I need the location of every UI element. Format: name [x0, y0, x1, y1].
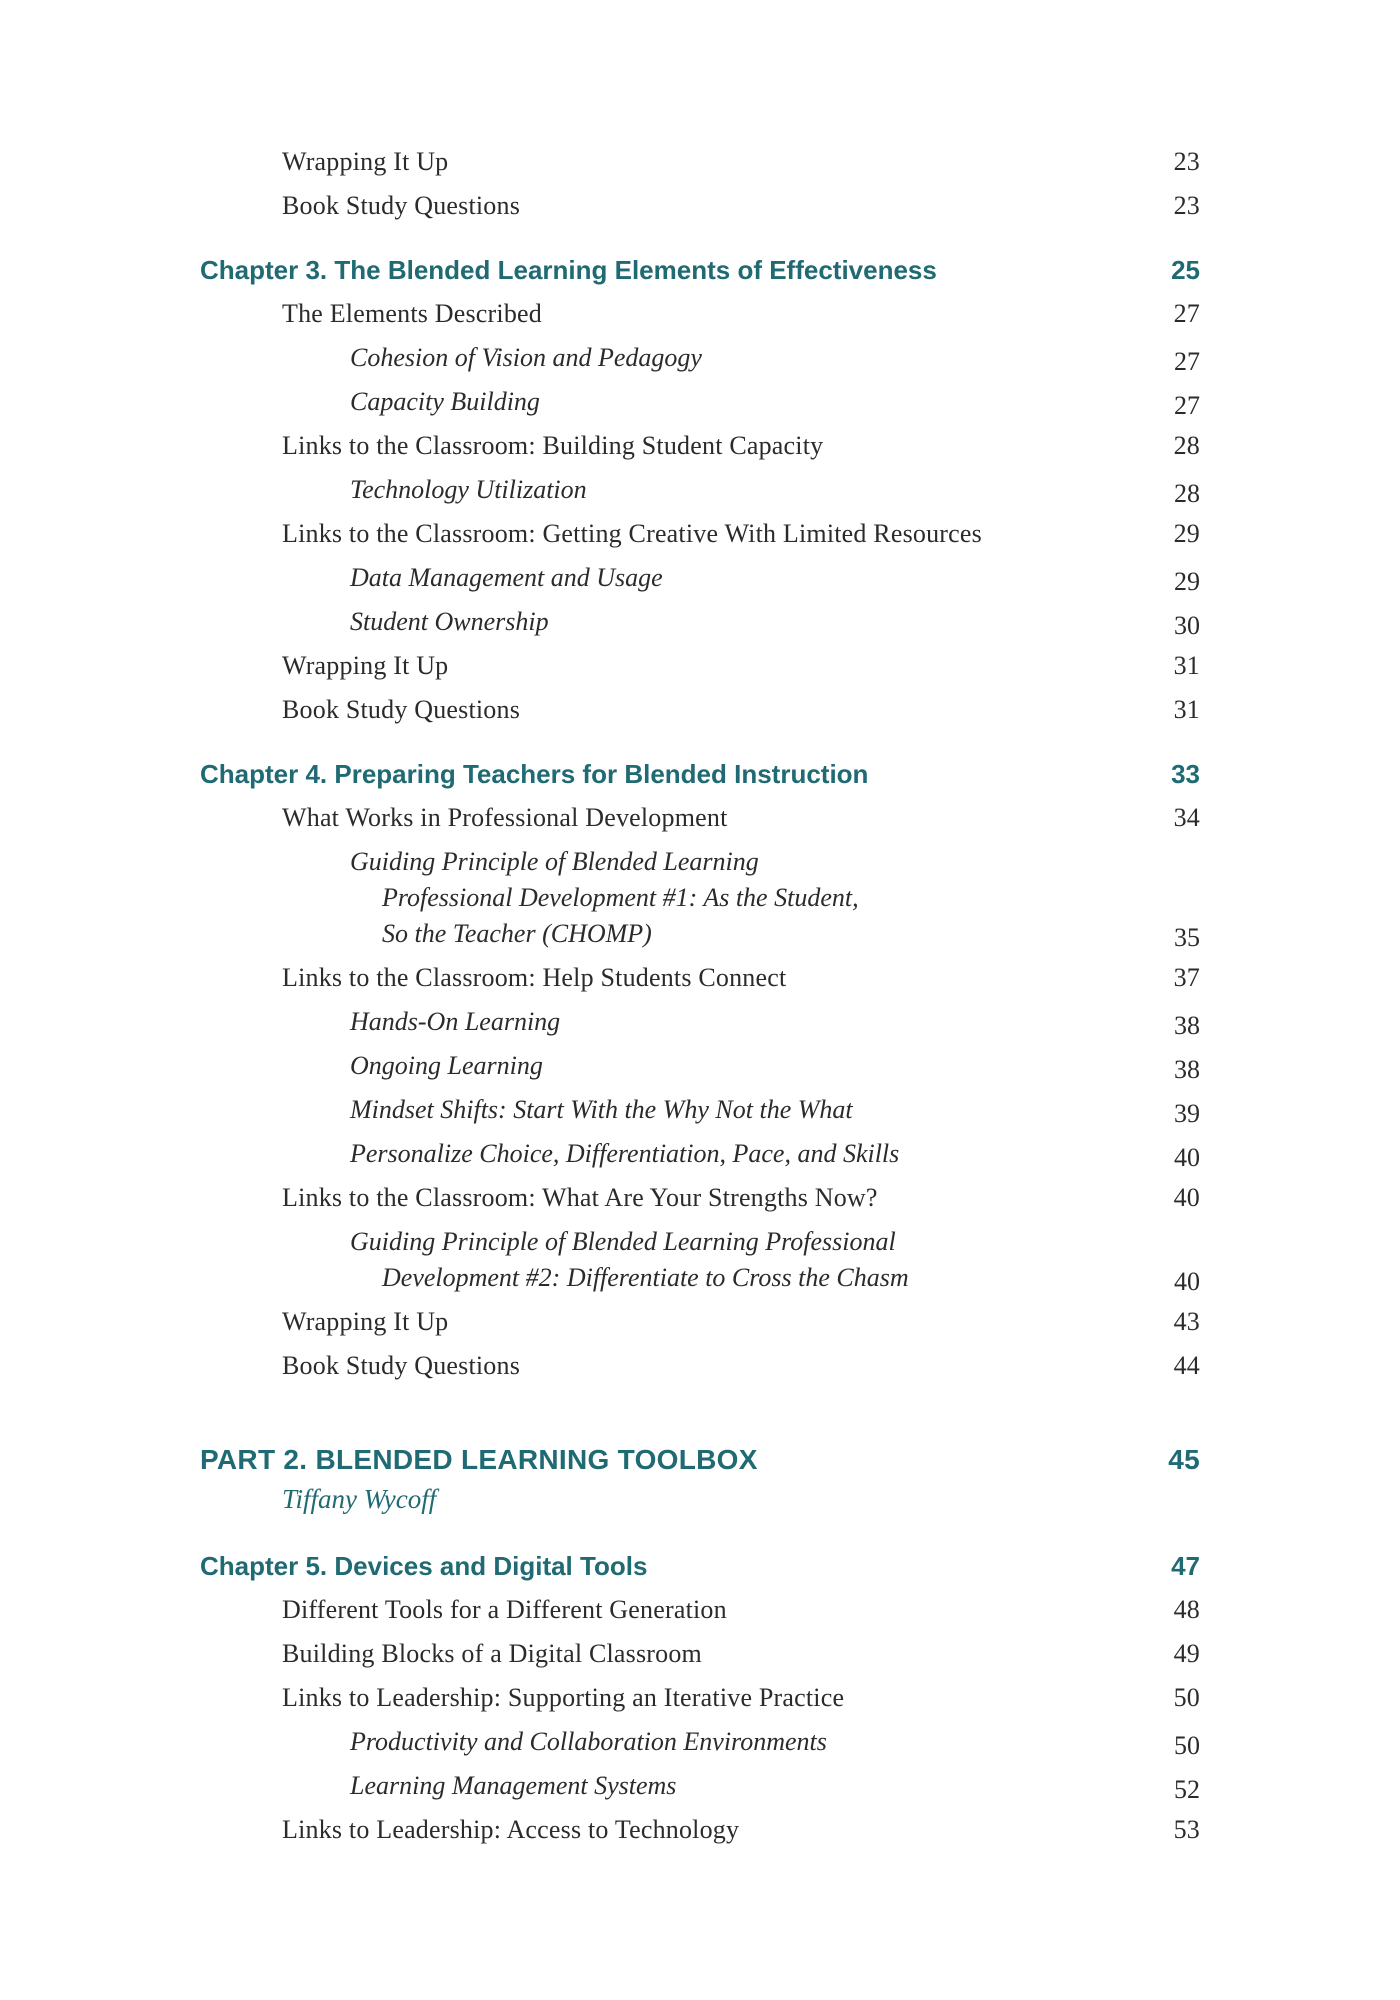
toc-page-number: 31: [1173, 695, 1200, 724]
toc-entry-title: Capacity Building: [350, 387, 540, 416]
toc-chapter-entry: [200, 752, 1200, 796]
toc-chapter-entry: [200, 248, 1200, 292]
toc-page-number: 31: [1173, 651, 1200, 680]
toc-section-entry: [200, 292, 1200, 336]
toc-page-number: 39: [1174, 1099, 1200, 1128]
toc-entry-title: Mindset Shifts: Start With the Why Not the What: [350, 1095, 853, 1124]
toc-section-entry: [200, 1588, 1200, 1632]
toc-page-number: 47: [1171, 1551, 1200, 1581]
toc-entry-title: PART 2. BLENDED LEARNING TOOLBOX: [200, 1444, 758, 1475]
toc-chapter-entry: [200, 1544, 1200, 1588]
toc-entry-title: Different Tools for a Different Generation: [282, 1595, 727, 1624]
toc-page-number: 53: [1173, 1815, 1200, 1844]
toc-page-number: 23: [1173, 147, 1200, 176]
toc-section-entry: [200, 512, 1200, 556]
toc-entry-title: Links to the Classroom: Building Student Capacity: [282, 431, 824, 460]
toc-page-number: 28: [1174, 479, 1200, 508]
toc-page-number: 35: [1174, 923, 1200, 952]
toc-page-number: 34: [1173, 803, 1200, 832]
toc-subsection-entry: [200, 468, 1200, 512]
table-of-contents: [200, 140, 1200, 1852]
toc-page-number: 38: [1174, 1011, 1200, 1040]
toc-subsection-entry: [200, 1000, 1200, 1044]
toc-page-number: 29: [1173, 519, 1200, 548]
toc-entry-title: Book Study Questions: [282, 695, 521, 724]
toc-subsection-entry: [200, 1088, 1200, 1132]
toc-entry-title: Personalize Choice, Differentiation, Pace, and Skills: [350, 1139, 900, 1168]
toc-page-number: 45: [1168, 1444, 1200, 1475]
toc-page-number: 43: [1173, 1307, 1200, 1336]
toc-entry-title: Book Study Questions: [282, 1351, 521, 1380]
toc-page-number: 27: [1173, 299, 1200, 328]
toc-entry-title: Development #2: Differentiate to Cross the Chasm: [382, 1263, 909, 1292]
toc-entry-title: Building Blocks of a Digital Classroom: [282, 1639, 702, 1668]
toc-subsection-entry: [200, 600, 1200, 644]
toc-page-number: 30: [1174, 611, 1200, 640]
toc-page-number: 33: [1171, 759, 1200, 789]
toc-entry-title: Hands-On Learning: [350, 1007, 561, 1036]
toc-entry-title: Learning Management Systems: [350, 1771, 677, 1800]
toc-page-number: 37: [1173, 963, 1200, 992]
toc-page-number: 40: [1173, 1183, 1200, 1212]
toc-page-number: 23: [1173, 191, 1200, 220]
toc-entry-title: Wrapping It Up: [282, 651, 449, 680]
toc-subsection-entry: [200, 1044, 1200, 1088]
toc-entry-title: Chapter 5. Devices and Digital Tools: [200, 1551, 648, 1581]
toc-page-number: 50: [1174, 1731, 1200, 1760]
toc-entry-title: Productivity and Collaboration Environments: [350, 1727, 827, 1756]
toc-section-entry: [200, 1344, 1200, 1388]
toc-entry-title: Guiding Principle of Blended Learning Professional: [350, 1227, 896, 1256]
toc-entry-title: Guiding Principle of Blended Learning: [350, 847, 759, 876]
toc-entry-title: Chapter 3. The Blended Learning Elements of Effectiveness: [200, 255, 937, 285]
toc-entry-title: Chapter 4. Preparing Teachers for Blended Instruction: [200, 759, 869, 789]
toc-entry-title: Student Ownership: [350, 607, 549, 636]
toc-entry-title: Ongoing Learning: [350, 1051, 543, 1080]
toc-section-entry: [200, 424, 1200, 468]
toc-page-number: 27: [1174, 347, 1200, 376]
toc-entry-title: Wrapping It Up: [282, 1307, 449, 1336]
toc-entry-title: Data Management and Usage: [350, 563, 663, 592]
toc-subsection-entry: [200, 380, 1200, 424]
toc-subsection-entry: [200, 1132, 1200, 1176]
toc-entry-title: Links to the Classroom: Help Students Connect: [282, 963, 787, 992]
toc-section-entry: [200, 184, 1200, 228]
toc-subsection-entry: [200, 840, 1200, 956]
toc-entry-title: Links to the Classroom: Getting Creative With Limited Resources: [282, 519, 982, 548]
toc-section-entry: [200, 1300, 1200, 1344]
toc-entry-title: Links to Leadership: Supporting an Iterative Practice: [282, 1683, 845, 1712]
toc-page-number: 38: [1174, 1055, 1200, 1084]
toc-entry-title: Cohesion of Vision and Pedagogy: [350, 343, 702, 372]
toc-page-number: 28: [1173, 431, 1200, 460]
toc-section-entry: [200, 1676, 1200, 1720]
toc-part-entry: [200, 1438, 1200, 1482]
toc-subsection-entry: [200, 556, 1200, 600]
toc-subsection-entry: [200, 1764, 1200, 1808]
toc-subsection-entry: [200, 336, 1200, 380]
toc-entry-title: Technology Utilization: [350, 475, 587, 504]
toc-section-entry: [200, 956, 1200, 1000]
toc-page-number: 29: [1174, 567, 1200, 596]
toc-page-number: 50: [1173, 1683, 1200, 1712]
toc-subsection-entry: [200, 1220, 1200, 1300]
toc-section-entry: [200, 644, 1200, 688]
toc-section-entry: [200, 796, 1200, 840]
toc-entry-title: Links to the Classroom: What Are Your Strengths Now?: [282, 1183, 878, 1212]
toc-subsection-entry: [200, 1720, 1200, 1764]
toc-entry-title: Book Study Questions: [282, 191, 521, 220]
toc-page-number: 40: [1174, 1267, 1200, 1296]
toc-section-entry: [200, 140, 1200, 184]
toc-entry-title: What Works in Professional Development: [282, 803, 728, 832]
toc-page-number: 49: [1173, 1639, 1200, 1668]
toc-page-number: 44: [1173, 1351, 1200, 1380]
toc-page-number: 27: [1174, 391, 1200, 420]
toc-section-entry: [200, 1176, 1200, 1220]
toc-entry-title: Links to Leadership: Access to Technology: [282, 1815, 740, 1844]
toc-entry-title: Wrapping It Up: [282, 147, 449, 176]
toc-entry-title: The Elements Described: [282, 299, 542, 328]
toc-part-author: Tiffany Wycoff: [282, 1484, 437, 1514]
toc-entry-title: Professional Development #1: As the Student,: [382, 883, 859, 912]
toc-section-entry: [200, 1632, 1200, 1676]
toc-page-number: 48: [1173, 1595, 1200, 1624]
toc-page-number: 40: [1174, 1143, 1200, 1172]
toc-page-number: 25: [1171, 255, 1200, 285]
toc-page-number: 52: [1174, 1775, 1200, 1804]
toc-section-entry: [200, 1808, 1200, 1852]
toc-section-entry: [200, 688, 1200, 732]
toc-entry-title: So the Teacher (CHOMP): [382, 919, 652, 948]
